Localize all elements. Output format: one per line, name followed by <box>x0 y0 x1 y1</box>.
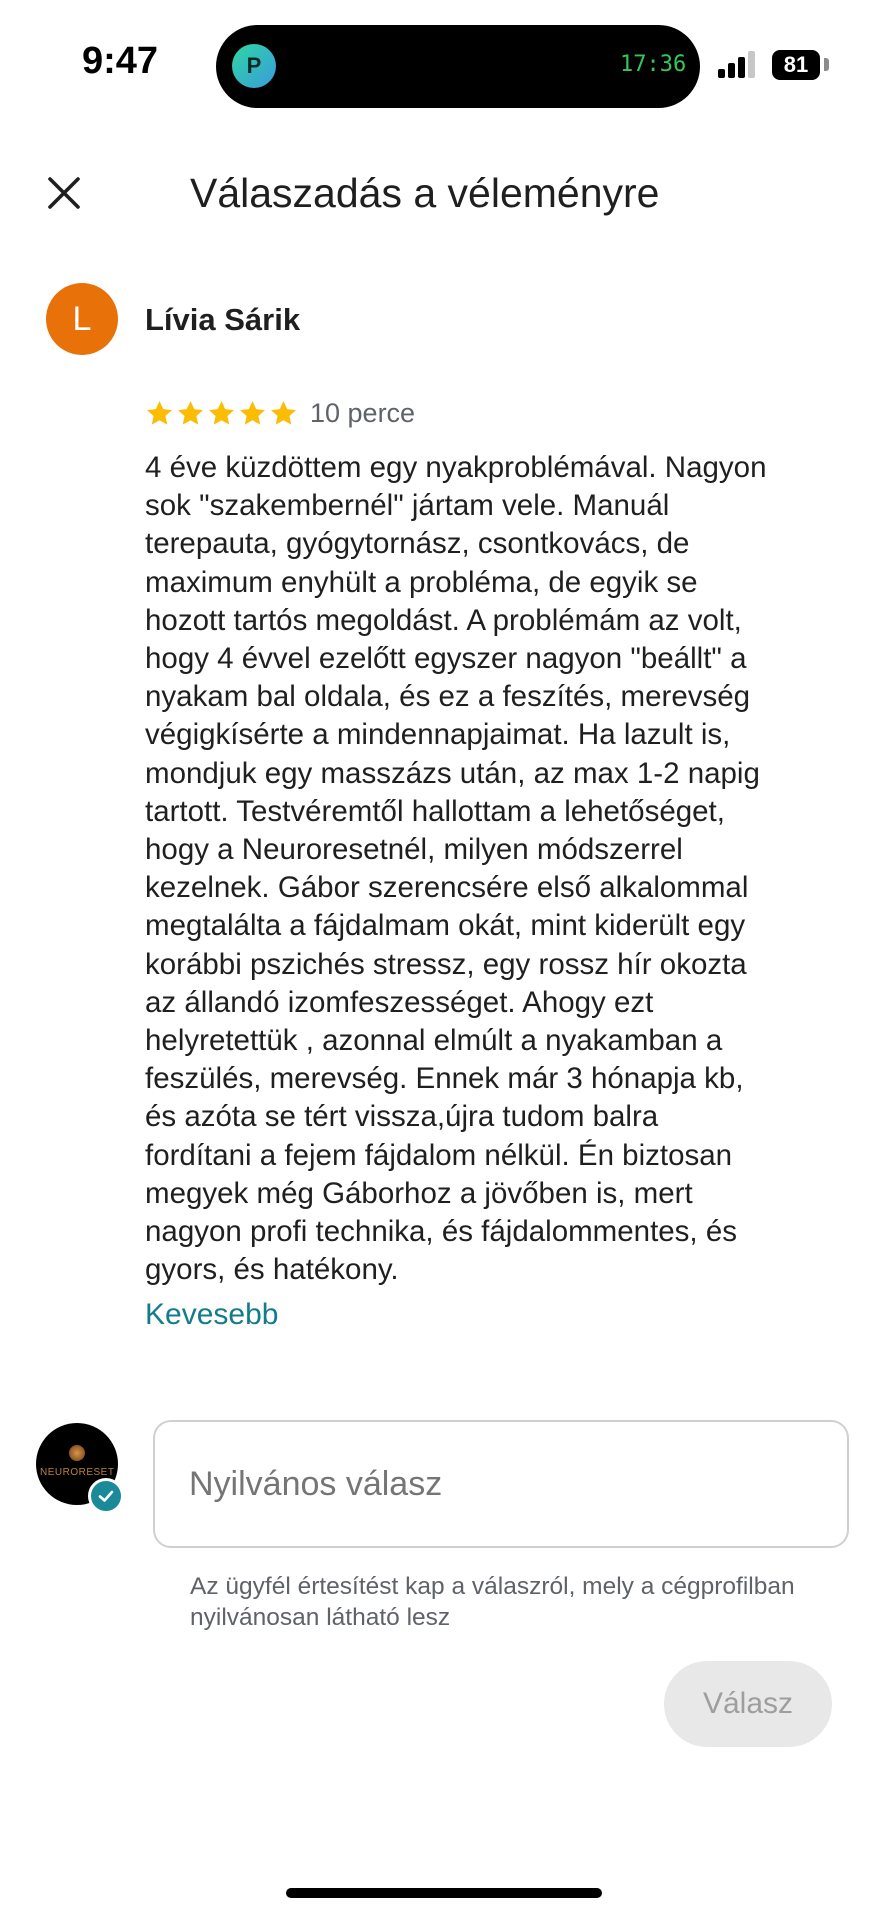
star-icon <box>238 399 267 428</box>
review-age: 10 perce <box>310 398 416 428</box>
star-icon <box>176 399 205 428</box>
star-icon <box>207 399 236 428</box>
home-indicator[interactable] <box>286 1888 602 1898</box>
review-text: 4 éve küzdöttem egy nyakproblémával. Nagyon sok "szakembernél" jártam vele. Manuál terepauta, gyógytornász, csontkovács, de maximum enyhült a probléma, de egyik se hozott tartós megoldást. A problémám az volt, hogy 4 évvel ezelőtt egyszer nagyon "beállt" a nyakam bal oldala, és ez a feszítés, merevség végigkísérte a mindennapjaimat. Ha lazult is, mondjuk egy masszázs után, az max 1-2 napig tartott. Testvéremtől hallottam a lehetőséget, hogy a Neuroresetnél, milyen módszerrel kezelnek. Gábor szerencsére első alkalommal megtalálta a fájdalmam okát, mint kiderült egy korábbi pszichés stressz, egy rossz hír okozta az állandó izomfeszességet. Ahogy ezt helyretettük , azonnal elmúlt a nyakamban a feszülés, merevség. Ennek már 3 hónapja kb, és azóta se tért vissza,újra tudom balra fordítani a fejem fájdalom nélkül. Én biztosan megyek még Gáborhoz a jövőben is, mert nagyon profi technika, és fájdalommentes, és gyors, és hatékony. <box>145 451 767 1287</box>
battery-icon: 81 <box>772 50 820 80</box>
close-icon <box>46 175 82 211</box>
battery-tip <box>824 58 829 71</box>
page-title: Válaszadás a véleményre <box>190 170 660 216</box>
rating-row <box>145 398 415 429</box>
show-less-link[interactable]: Kevesebb <box>145 1298 279 1331</box>
reviewer-name: Lívia Sárik <box>145 302 301 337</box>
star-icon <box>269 399 298 428</box>
verified-badge-icon <box>88 1478 124 1514</box>
star-icon <box>145 399 174 428</box>
star-rating <box>145 399 298 428</box>
close-button[interactable] <box>42 171 86 215</box>
business-logo: NEURORESET <box>40 1467 115 1478</box>
island-timer: 17:36 <box>620 52 687 77</box>
signal-icon <box>718 50 758 78</box>
reviewer-avatar: L <box>46 283 118 355</box>
send-reply-button[interactable]: Válasz <box>664 1661 832 1747</box>
reply-hint: Az ügyfél értesítést kap a válaszról, mely a cégprofilban nyilvánosan látható lesz <box>190 1573 795 1631</box>
logo-mark-icon <box>69 1445 85 1461</box>
island-app-icon: P <box>232 44 276 88</box>
status-time: 9:47 <box>82 40 159 82</box>
public-reply-input[interactable] <box>153 1420 849 1548</box>
